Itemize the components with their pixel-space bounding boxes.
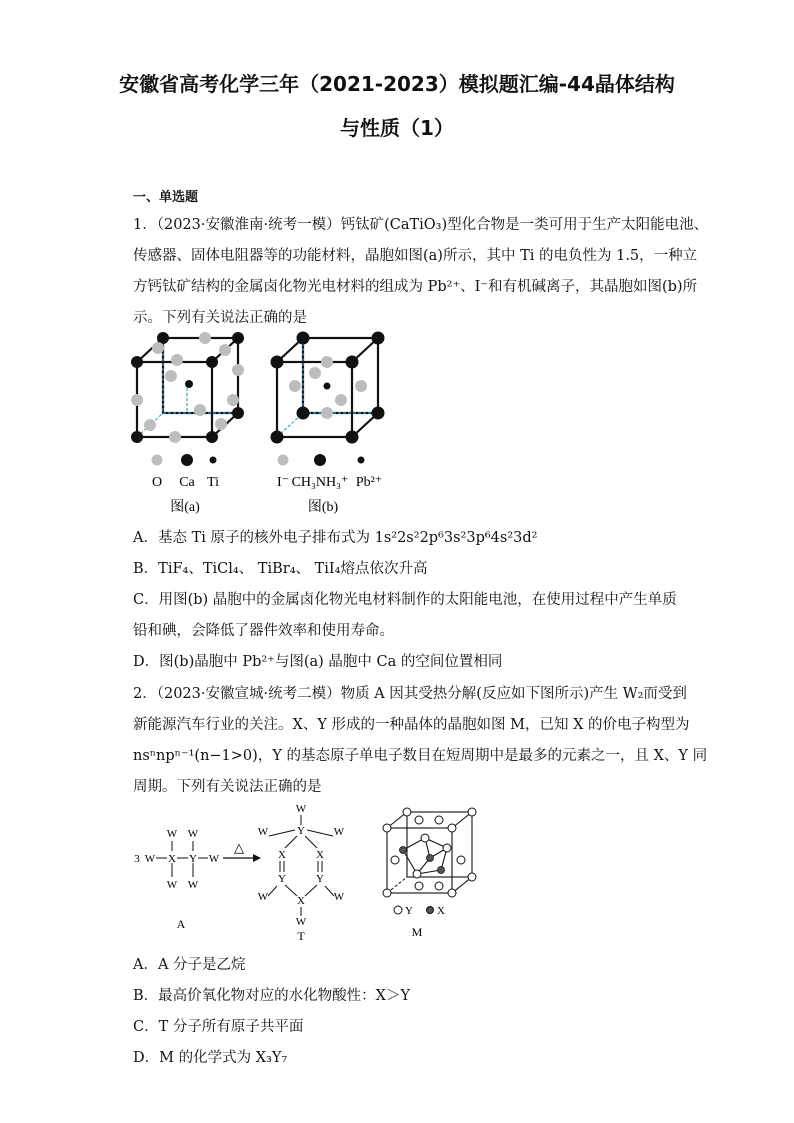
legend-lead: Pb²⁺ (355, 475, 383, 490)
legend-o: O (151, 475, 163, 490)
q1-option-c-line-2: 铅和碘，会降低了器件效率和使用寿命。 (133, 623, 394, 639)
q2-stem-line-3: nsⁿnpⁿ⁻¹(n−1>0)，Y 的基态原子单电子数目在短周期中是最多的元素之一，且 X、Y 同 (133, 748, 708, 764)
q1-option-c-line-1: C．用图(b) 晶胞中的金属卤化物光电材料制作的太阳能电池，在使用过程中产生单质 (133, 592, 677, 608)
svg-text:W: W (295, 916, 307, 928)
svg-text:W: W (295, 803, 307, 815)
svg-text:W: W (333, 826, 345, 838)
figure-reaction-and-cell-m (125, 800, 485, 945)
svg-text:W: W (257, 891, 269, 903)
figure-b-caption: 图(b) (307, 500, 339, 515)
svg-text:X: X (168, 853, 176, 865)
q2-option-d: D．M 的化学式为 X₃Y₇ (133, 1050, 288, 1066)
legend-iodide: I⁻ (276, 475, 290, 490)
svg-text:Y: Y (316, 873, 324, 885)
svg-text:W: W (333, 891, 345, 903)
q2-stem-line-1: 2．（2023·安徽宣城·统考二模）物质 A 因其受热分解(反应如下图所示)产生 W₂而受到 (133, 686, 687, 702)
svg-text:Y: Y (297, 825, 305, 837)
svg-text:X: X (278, 849, 286, 861)
svg-text:X: X (297, 895, 305, 907)
figure-a-caption: 图(a) (170, 500, 200, 515)
svg-text:X: X (316, 849, 324, 861)
q1-stem-line-1: 1．（2023·安徽淮南·统考一模）钙钛矿(CaTiO₃)型化合物是一类可用于生产太阳能电池、 (133, 217, 709, 233)
legend-ca: Ca (179, 475, 195, 490)
label-a: A (176, 917, 186, 931)
q1-option-a: A．基态 Ti 原子的核外电子排布式为 1s²2s²2p⁶3s²3p⁶4s²3d² (133, 530, 538, 546)
svg-text:Y: Y (278, 873, 286, 885)
q2-stem-line-4: 周期。下列有关说法正确的是 (133, 779, 322, 795)
q1-stem-line-3: 方钙钛矿结构的金属卤化物光电材料的组成为 Pb²⁺、I⁻和有机碱离子，其晶胞如图(b)所 (133, 279, 698, 295)
q2-stem-line-2: 新能源汽车行业的关注。X、Y 形成的一种晶体的晶胞如图 M，已知 X 的价电子构型为 (133, 717, 690, 733)
svg-text:W: W (144, 853, 156, 865)
coefficient-3: 3 (134, 853, 140, 865)
svg-text:W: W (208, 853, 220, 865)
label-m: M (411, 925, 423, 939)
q1-stem-line-4: 示。下列有关说法正确的是 (133, 310, 307, 326)
document-title-line-2: 与性质（1） (340, 116, 454, 140)
q1-option-b: B．TiF₄、TiCl₄、 TiBr₄、 TiI₄熔点依次升高 (133, 561, 428, 577)
q1-option-d: D．图(b)晶胞中 Pb²⁺与图(a) 晶胞中 Ca 的空间位置相同 (133, 654, 503, 670)
figure-a-perovskite-cell (125, 328, 255, 518)
svg-text:W: W (257, 826, 269, 838)
svg-text:W: W (187, 828, 199, 840)
legend-x: X (437, 905, 445, 917)
q2-option-b: B．最高价氧化物对应的水化物酸性：X＞Y (133, 988, 411, 1004)
figure-b-halide-perovskite-cell (265, 328, 400, 518)
section-heading: 一、单选题 (133, 190, 199, 205)
legend-ti: Ti (207, 475, 219, 490)
document-title-line-1: 安徽省高考化学三年（2021-2023）模拟题汇编-44晶体结构 (119, 72, 675, 96)
legend-y: Y (405, 905, 413, 917)
heat-symbol: △ (234, 840, 244, 855)
svg-text:Y: Y (189, 853, 197, 865)
label-t: T (297, 929, 305, 943)
legend-methylammonium: CH₃NH₃⁺ (291, 475, 349, 490)
svg-text:W: W (166, 828, 178, 840)
q1-stem-line-2: 传感器、固体电阻器等的功能材料，晶胞如图(a)所示，其中 Ti 的电负性为 1.5，一种立 (133, 248, 698, 264)
svg-text:W: W (187, 879, 199, 891)
q2-option-a: A．A 分子是乙烷 (133, 957, 246, 973)
svg-text:W: W (166, 879, 178, 891)
q2-option-c: C．T 分子所有原子共平面 (133, 1019, 304, 1035)
